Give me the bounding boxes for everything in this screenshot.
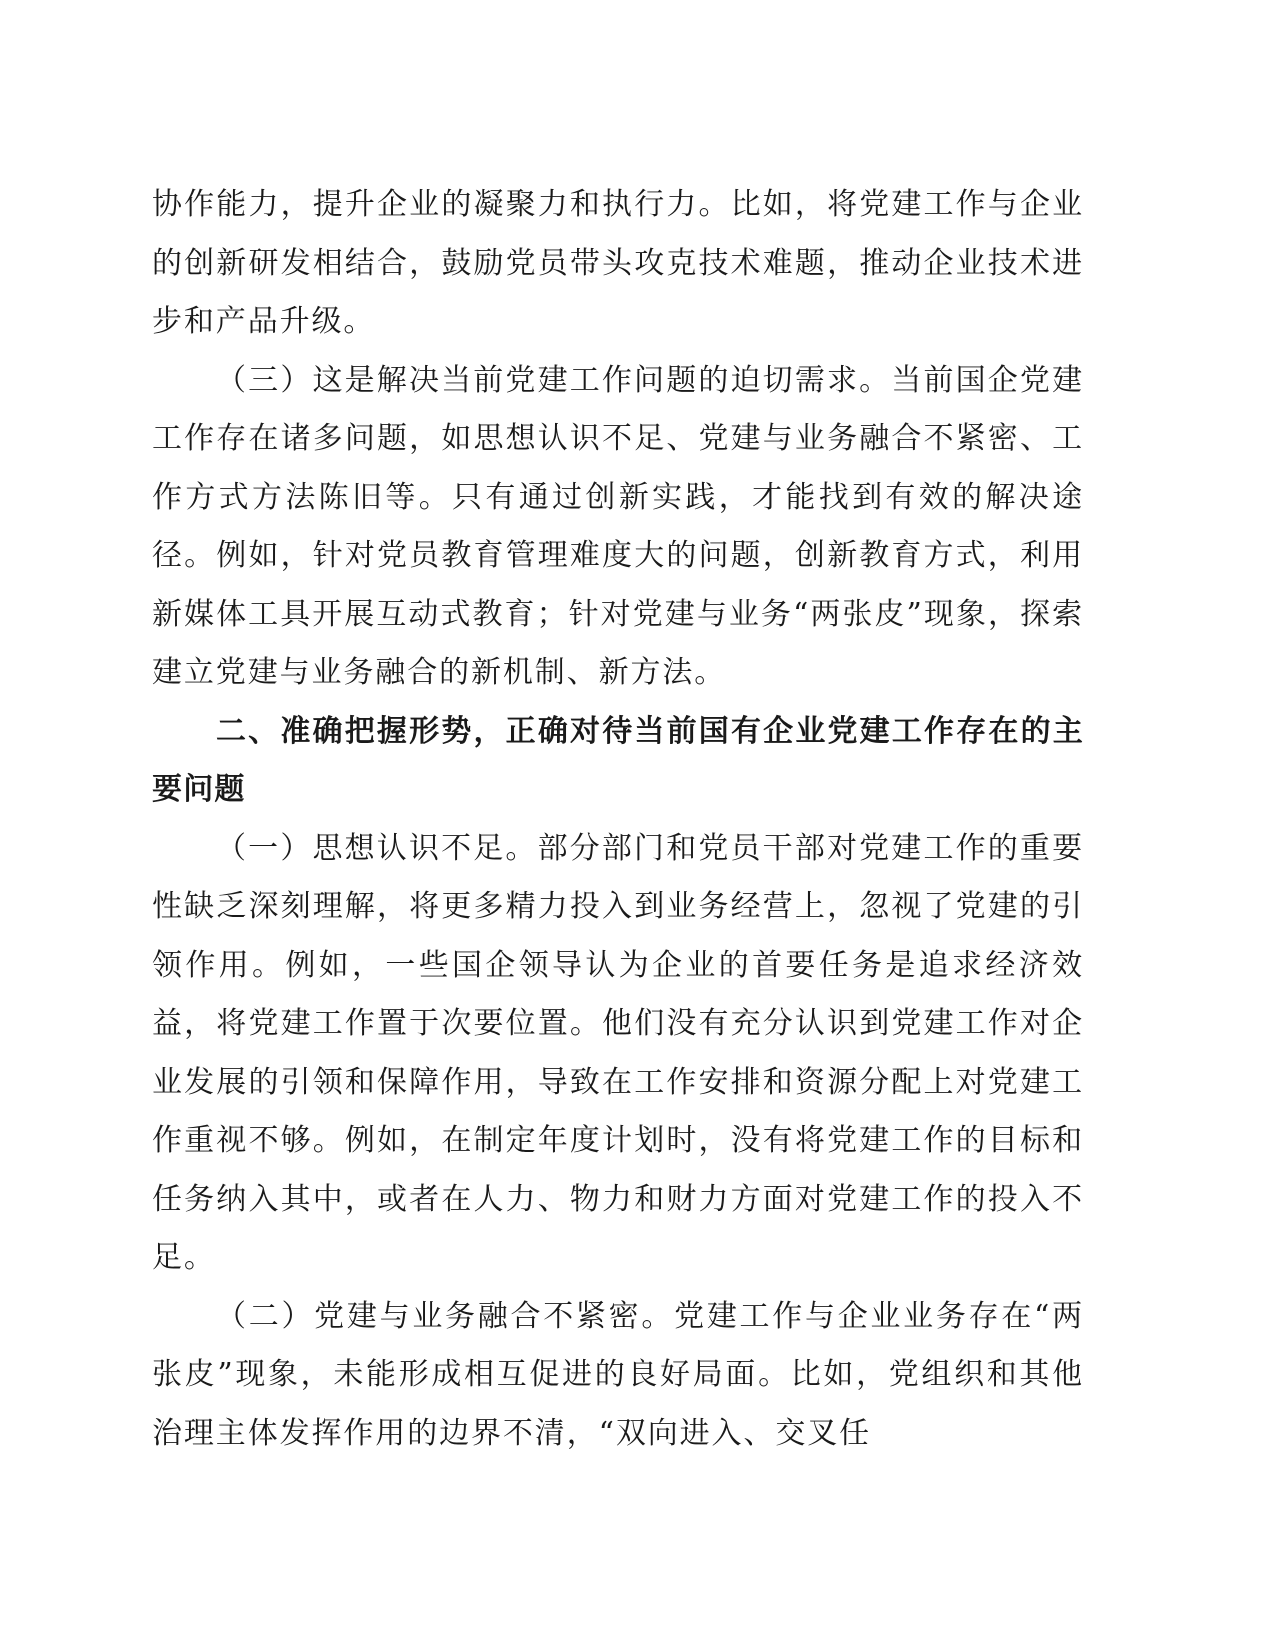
paragraph-section-three: （三）这是解决当前党建工作问题的迫切需求。当前国企党建工作存在诸多问题，如思想认识不足、党建与业务融合不紧密、工作方式方法陈旧等。只有通过创新实践，才能找到有效的解决途径。例如，针对党员教育管理难度大的问题，创新教育方式，利用新媒体工具开展互动式教育；针对党建与业务“两张皮”现象，探索建立党建与业务融合的新机制、新方法。 [152,362,1084,690]
paragraph-subsection-two: （二）党建与业务融合不紧密。党建工作与企业业务存在“两张皮”现象，未能形成相互促进的良好局面。比如，党组织和其他治理主体发挥作用的边界不清，“双向进入、交叉任 [152,1298,1084,1451]
paragraph-subsection-one: （一）思想认识不足。部分部门和党员干部对党建工作的重要性缺乏深刻理解，将更多精力投入到业务经营上，忽视了党建的引领作用。例如，一些国企领导认为企业的首要任务是追求经济效益，将党建工作置于次要位置。他们没有充分认识到党建工作对企业发展的引领和保障作用，导致在工作安排和资源分配上对党建工作重视不够。例如，在制定年度计划时，没有将党建工作的目标和任务纳入其中，或者在人力、物力和财力方面对党建工作的投入不足。 [152,830,1084,1275]
section-heading-two: 二、准确把握形势，正确对待当前国有企业党建工作存在的主要问题 [152,713,1084,807]
document-page [152,176,1084,1463]
paragraph-continuation: 协作能力，提升企业的凝聚力和执行力。比如，将党建工作与企业的创新研发相结合，鼓励党员带头攻克技术难题，推动企业技术进步和产品升级。 [152,187,1084,339]
